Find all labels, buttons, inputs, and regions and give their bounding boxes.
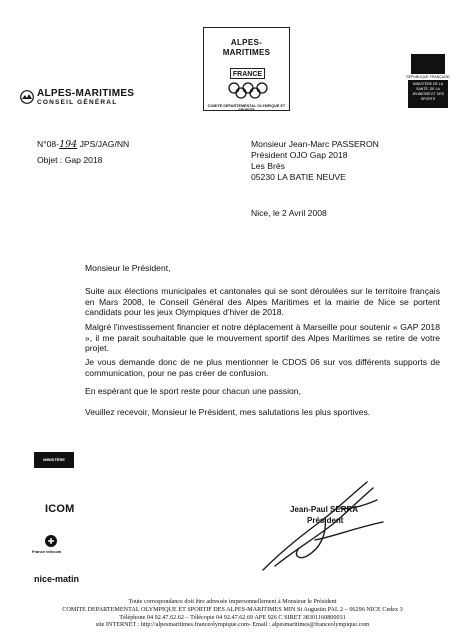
letter-date: Nice, le 2 Avril 2008 [251,208,327,218]
recipient-name: Monsieur Jean-Marc PASSERON [251,139,379,149]
conseil-general-emblem-icon [20,90,34,104]
conseil-general-name: ALPES-MARITIMES [37,88,135,99]
signatory-role: Président [307,516,344,525]
paragraph-4: En espérant que le sport reste pour chacun une passion, [85,386,301,396]
cdos-logo-footer: COMITE DEPARTEMENTAL OLYMPIQUE ET SPORTIF [207,104,286,112]
sponsor-icom-logo: ICOM [45,503,75,515]
france-telecom-icon [44,534,58,548]
reference-prefix: N°08- [37,139,60,149]
cdos-logo-line1: ALPES- [230,38,263,47]
cdos-logo-france: FRANCE [230,68,265,79]
paragraph-2: Malgré l'investissement financier et notre déplacement à Marseille pour soutenir « GAP 2018 », il me parait souhaitable que le mouvement sportif des Alpes Maritimes se retire de votre projet. [85,322,440,354]
sponsor-nice-matin-logo: nice-matin [34,574,80,584]
conseil-general-subtitle: CONSEIL GÉNÉRAL [37,99,118,106]
reference-suffix: JPS/JAG/NN [77,139,130,149]
reference-number: 194 [59,139,78,150]
marianne-emblem-icon [411,54,445,74]
paragraph-1: Suite aux élections municipales et cantonales qui se sont déroulées sur le territoire français en Mars 2008, le Conseil Général des Alpes Maritimes et la mairie de Nice se portent candidats pour les jeux Olympiques d'hiver de 2018. [85,286,440,318]
footer-line-1: Toute correspondance doit être adressée impersonnellement à Monsieur le Président [128,598,337,605]
recipient-street: Les Brés [251,161,285,171]
ministry-logo [404,54,452,108]
conseil-general-logo [20,88,150,110]
recipient-title: Président OJO Gap 2018 [251,150,348,160]
ministry-republique-caption: RÉPUBLIQUE FRANÇAISE [406,75,450,79]
footer-line-2: COMITE DEPARTEMENTAL OLYMPIQUE ET SPORTIF DES ALPES-MARITIMES MIN St Augustin PAL 2 – 06296 NICE Cedex 3 [62,605,403,613]
cdos-logo [203,27,290,111]
recipient-city: 05230 LA BATIE NEUVE [251,172,346,182]
sponsor-ministry-logo: MINISTÈRE [34,452,74,468]
closing: Veuillez recevoir, Monsieur le Président, mes salutations les plus sportives. [85,407,371,417]
cdos-logo-line2: MARITIMES [222,48,271,57]
reference [37,139,129,150]
salutation: Monsieur le Président, [85,263,171,273]
letter-subject: Objet : Gap 2018 [37,155,103,165]
footer-line-3: Téléphone 04 92.47.62.62 – Télécopie 04 92.47.62.69 APE 926 C SIRET 38301160800031 [119,613,346,621]
paragraph-3: Je vous demande donc de ne plus mentionner le CDOS 06 sur vos différents supports de communication, pour ne pas créer de confusion. [85,357,440,378]
recipient-address [251,139,379,183]
signatory-name: Jean-Paul SERRA [290,505,359,514]
olympic-rings-icon [226,82,270,100]
sponsor-france-telecom-label: France telecom [32,549,62,554]
ministry-name: MINISTÈRE DE LA SANTÉ, DE LA JEUNESSE ET DES SPORTS [408,80,448,108]
footer-line-4: site INTERNET : http://alpesmaritimes.franceolympique.com- Email : alpesmaritimes@franceolympique.com [95,621,370,629]
letterhead-footer [0,598,465,629]
handwritten-signature [255,478,390,578]
